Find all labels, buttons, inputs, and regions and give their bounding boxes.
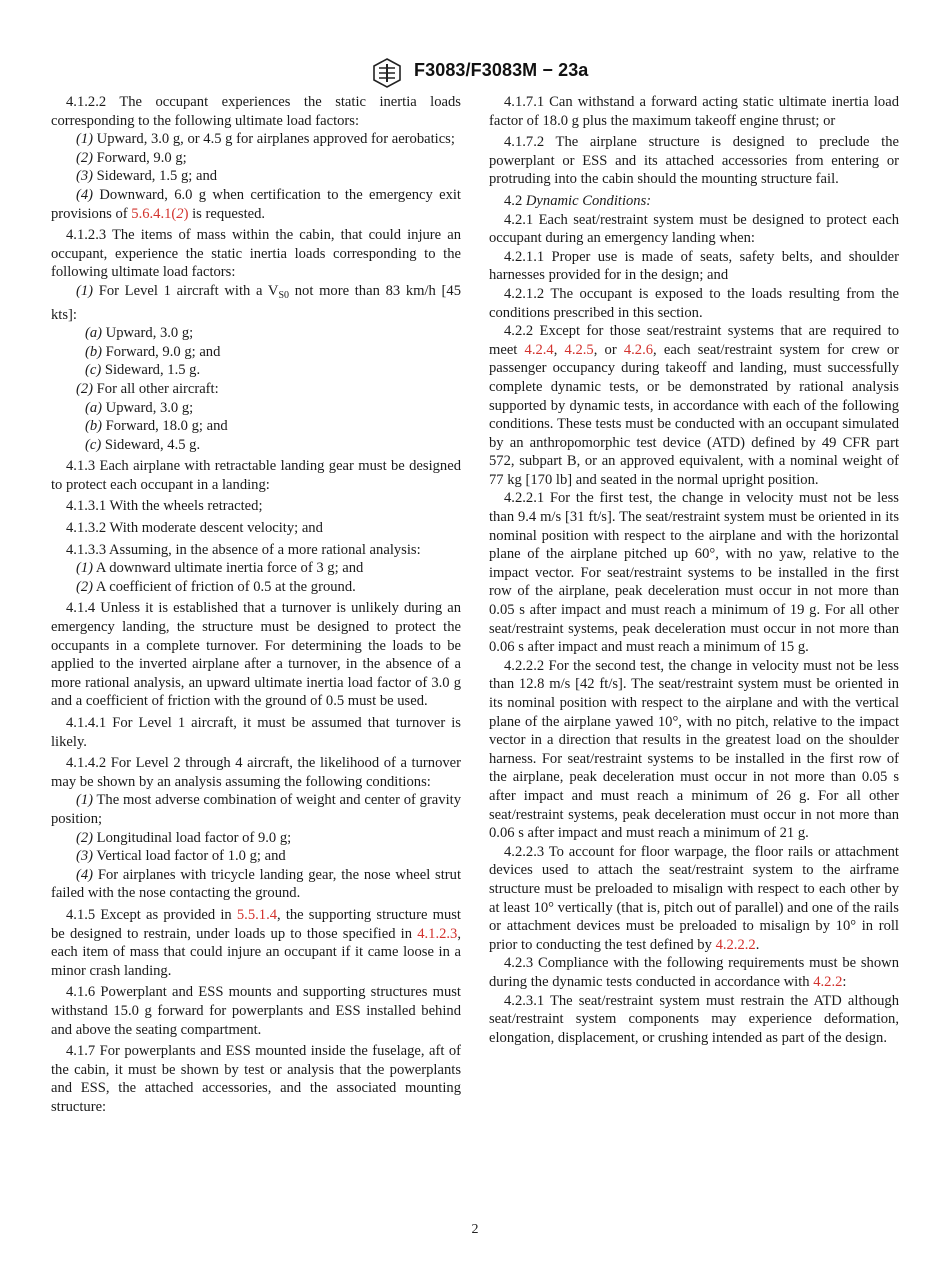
section-4-1-4: 4.1.4 Unless it is established that a turnover is unlikely during an emergency landing, the structure must be designed to protect the occupants in a complete turnover. For determining the loads to be applied to the inverted airplane after a turnover, in the absence of a more rational analysis, an upward ultimate inertia load factor of 3.0 g and a coefficient of friction with the ground of 0.5 must be used. <box>51 600 461 710</box>
section-4-1-5: 4.1.5 Except as provided in 5.5.1.4, the supporting structure must be designed to restrain, under loads up to those specified in 4.1.2.3, each item of mass that could injure an occupant if it came loose in a minor crash landing. <box>51 906 461 979</box>
page-number: 2 <box>471 1222 479 1237</box>
list-item: (4) Downward, 6.0 g when certification to the emergency exit provisions of 5.6.4.1(2) is requested. <box>51 186 461 222</box>
section-4-1-7-1: 4.1.7.1 Can withstand a forward acting static ultimate inertia load factor of 18.0 g plus the maximum takeoff engine thrust; or <box>489 94 899 129</box>
list-item: (b) Forward, 18.0 g; and <box>85 418 228 435</box>
section-4-1-7: 4.1.7 For powerplants and ESS mounted inside the fuselage, aft of the cabin, it must be shown by test or analysis that the powerplants and ESS, the attached accessories, and the associated mounting structure: <box>51 1043 461 1115</box>
section-4-1-7-2: 4.1.7.2 The airplane structure is designed to preclude the powerplant or ESS and its attached accessories from entering or protruding into the cabin should the mounting structure fail. <box>489 134 899 188</box>
section-4-1-6: 4.1.6 Powerplant and ESS mounts and supporting structures must withstand 15.0 g forward for powerplants and ESS installed behind and above the seating compartment. <box>51 984 461 1038</box>
cross-reference-link[interactable]: 4.2.5 <box>564 341 594 358</box>
section-4-2-2-3: 4.2.2.3 To account for floor warpage, the floor rails or attachment devices used to attach the seat/restraint system to the airframe structure must be preloaded to misalign with respect to each other by at least 10° vertically (that is, pitch out of parallel) and one of the rails or attachment devices must be preloaded to misalign by 10° in roll prior to conducting the test defined by 4.2.2.2. <box>489 843 899 953</box>
cross-reference-link[interactable]: 4.2.2.2 <box>715 936 756 953</box>
list-item: (3) Sideward, 1.5 g; and <box>76 168 218 185</box>
section-4-1-3-3: 4.1.3.3 Assuming, in the absence of a more rational analysis: <box>66 541 421 558</box>
cross-reference-link[interactable]: 4.2.6 <box>623 341 654 358</box>
section-4-2-1-1: 4.2.1.1 Proper use is made of seats, safety belts, and shoulder harnesses provided for in the design; and <box>489 248 899 284</box>
cross-reference-link[interactable]: 4.1.2.3 <box>417 925 458 942</box>
list-item: (1) A downward ultimate inertia force of 3 g; and <box>76 560 364 577</box>
section-4-1-3: 4.1.3 Each airplane with retractable landing gear must be designed to protect each occupant in a landing: <box>51 458 461 493</box>
list-item: (2) Forward, 9.0 g; <box>76 149 187 166</box>
section-4-2-3: 4.2.3 Compliance with the following requirements must be shown during the dynamic tests conducted in accordance with 4.2.2: <box>489 955 899 990</box>
list-item: (2) Longitudinal load factor of 9.0 g; <box>76 829 292 846</box>
section-4-1-2-2: 4.1.2.2 The occupant experiences the static inertia loads corresponding to the following ultimate load factors: <box>51 94 461 129</box>
list-item: (a) Upward, 3.0 g; <box>85 325 194 342</box>
section-4-1-2-3: 4.1.2.3 The items of mass within the cabin, that could injure an occupant, experience the static inertia loads corresponding to the following ultimate load factors: <box>51 227 461 281</box>
section-4-2-3-1: 4.2.3.1 The seat/restraint system must restrain the ATD although seat/restraint system components may experience deformation, elongation, displacement, or crushing intended as part of the design. <box>489 992 899 1046</box>
section-4-1-4-1: 4.1.4.1 For Level 1 aircraft, it must be assumed that turnover is likely. <box>51 715 461 750</box>
cross-reference-link[interactable]: 4.2.4 <box>524 341 554 358</box>
section-4-2-1: 4.2.1 Each seat/restraint system must be designed to protect each occupant during an emergency landing when: <box>489 211 899 247</box>
list-item: (2) A coefficient of friction of 0.5 at the ground. <box>76 578 356 595</box>
astm-logo-icon <box>370 58 404 88</box>
list-item: (3) Vertical load factor of 1.0 g; and <box>76 848 286 865</box>
right-column <box>489 93 899 1047</box>
section-4-2-2-1: 4.2.2.1 For the first test, the change in velocity must not be less than 9.4 m/s [31 ft/s]. The seat/restraint system must be oriented in its nominal position with respect to the airplane and with the horizontal plane of the airplane pitched up 60°, with no yaw, relative to the impact vector. For seat/restraint systems to be installed in the first row of the airplane, peak deceleration must occur in not more than 0.05 s after impact and must reach a minimum of 19 g. For all other seat/restraint systems, peak deceleration must occur in not more than 0.06 s after impact and must reach a minimum of 15 g. <box>489 490 899 656</box>
document-designation: F3083/F3083M − 23a <box>414 60 589 80</box>
section-4-2-2-2: 4.2.2.2 For the second test, the change in velocity must not be less than 12.8 m/s [42 ft/s]. The seat/restraint system must be oriented in its nominal position with respect to the airplane and with the vertical plane of the airplane yawed 10°, with no pitch, relative to the impact vector in a direction that results in the greatest load on the shoulder harness. For seat/restraint systems to be installed in the first row of the airplane, peak deceleration must occur in not more than 0.05 s after impact and must reach a minimum of 26 g. For all other seat/restraint systems, peak deceleration must occur in not more than 0.06 s after impact and must reach a minimum of 21 g. <box>489 657 899 842</box>
section-4-1-4-2: 4.1.4.2 For Level 2 through 4 aircraft, the likelihood of a turnover may be shown by an analysis assuming the following conditions: <box>51 755 461 790</box>
cross-reference-link[interactable]: 5.5.1.4 <box>236 906 278 923</box>
section-4-2-heading: 4.2 Dynamic Conditions: <box>504 192 652 209</box>
list-item: (a) Upward, 3.0 g; <box>85 399 194 416</box>
list-item: (1) For Level 1 aircraft with a $V_{S0}$ not more than 83 km/h [45 kts]: <box>51 282 461 323</box>
list-item: (1) Upward, 3.0 g, or 4.5 g for airplanes approved for aerobatics; <box>76 131 455 148</box>
page-header <box>0 58 950 88</box>
list-item: (b) Forward, 9.0 g; and <box>85 343 221 360</box>
section-4-1-3-2: 4.1.3.2 With moderate descent velocity; and <box>66 520 323 537</box>
list-item: (c) Sideward, 4.5 g. <box>85 436 201 453</box>
cross-reference-link[interactable]: 4.2.2 <box>813 973 843 990</box>
cross-reference-link[interactable]: 5.6.4.1(2) <box>131 205 189 222</box>
section-4-2-2: 4.2.2 Except for those seat/restraint systems that are required to meet 4.2.4, 4.2.5, or 4.2.6, each seat/restraint system for crew or passenger occupancy during takeoff and landing, must successfully complete dynamic tests, or be demonstrated by rational analysis supported by dynamic tests, in accordance with each of the following conditions. These tests must be conducted with an occupant simulated by an anthropomorphic test device (ATD) defined by 49 CFR part 572, subpart B, or an approved equivalent, with a nominal weight of 77 kg [170 lb] and seated in the normal upright position. <box>489 323 899 488</box>
list-item: (2) For all other aircraft: <box>76 380 219 397</box>
left-column <box>51 93 461 1116</box>
section-4-1-3-1: 4.1.3.1 With the wheels retracted; <box>66 498 263 515</box>
section-4-2-1-2: 4.2.1.2 The occupant is exposed to the loads resulting from the conditions prescribed in this section. <box>489 285 899 321</box>
list-item: (4) For airplanes with tricycle landing gear, the nose wheel strut failed with the nose contacting the ground. <box>51 866 461 902</box>
list-item: (c) Sideward, 1.5 g. <box>85 362 201 379</box>
list-item: (1) The most adverse combination of weight and center of gravity position; <box>51 792 461 827</box>
